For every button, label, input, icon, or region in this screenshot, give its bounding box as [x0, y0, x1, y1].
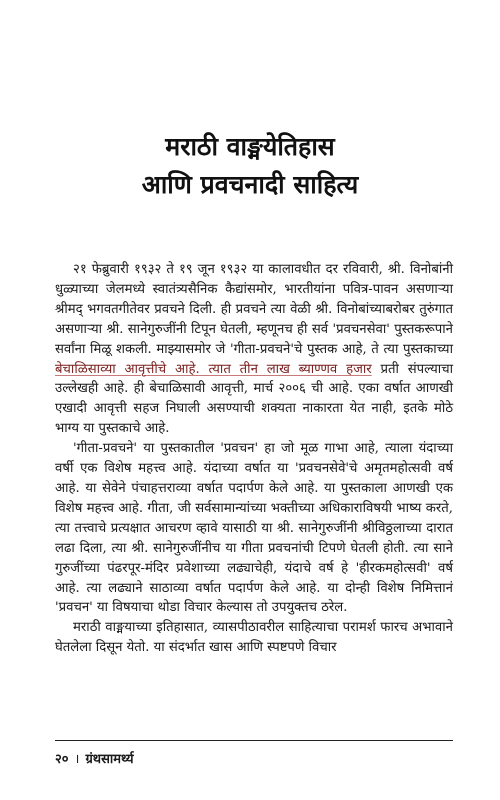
paragraph-3: मराठी वाङ्मयाच्या इतिहासात, व्यासपीठावरील साहित्याचा परामर्श फारच अभावाने घेतलेला दिसून येतो. या संदर्भात खास आणि स्पष्टपणे विचार: [55, 620, 453, 656]
paragraph-2: 'गीता-प्रवचने' या पुस्तकातील 'प्रवचन' हा जो मूळ गाभा आहे, त्याला यंदाच्या वर्षी एक विशेष महत्त्व आहे. यंदाच्या वर्षात या 'प्रवचनसेवे'चे अमृतमहोत्सवी वर्ष आहे. या सेवेने पंचाहत्तराव्या वर्षात पदार्पण केले आहे. या पुस्तकाला आणखी एक विशेष महत्त्व आहे. गीता, जी सर्वसामान्यांच्या भक्तीच्या अधिकाराविषयी भाष्य करते, त्या तत्त्वाचे प्रत्यक्षात आचरण व्हावे यासाठी या श्री. सानेगुरुजींनी श्रीविठ्ठलाच्या दारात लढा दिला, त्या श्री. सानेगुरुजींनीच या गीता प्रवचनांची टिपणे घेतली होती. त्या साने गुरुजींच्या पंढरपूर-मंदिर प्रवेशाच्या लढ्याचेही, यंदाचे वर्ष हे 'हीरकमहोत्सवी' वर्ष आहे. त्या लढ्याने साठाव्या वर्षात पदार्पण केले आहे. या दोन्ही विशेष निमित्तानं 'प्रवचन' या विषयाचा थोडा विचार केल्यास तो उपयुक्तच ठरेल.: [55, 441, 453, 616]
paragraph-1-text-start: २१ फेब्रुवारी १९३२ ते १९ जून १९३२ या कालावधीत दर रविवारी, श्री. विनोबांनी धुळ्याच्या जेलमध्ये स्वातंत्र्यसैनिक कैद्यांसमोर, भारतीयांना पवित्र-पावन असणाऱ्या श्रीमद् भगवतगीतेवर प्रवचने दिली. ही प्रवचने त्या वेळी श्री. विनोबांच्याबरोबर तुरुंगात असणाऱ्या श्री. सानेगुरुजींनी टिपून घेतली, म्हणूनच ही सर्व 'प्रवचनसेवा' पुस्तकरूपाने सर्वांना मिळू शकली. माझ्यासमोर जे 'गीता-प्रवचने'चे पुस्तक आहे, ते त्या पुस्तकाच्या: [55, 262, 453, 357]
paragraph-1: [55, 260, 453, 439]
chapter-title: [0, 128, 500, 204]
paragraph-1-text-end: प्रती संपल्याचा उल्लेखही आहे. ही बेचाळिसावी आवृत्ती, मार्च २००६ ची आहे. एका वर्षात आणखी एखादी आवृत्ती सहज निघाली असण्याची शक्यता नाकारता येत नाही, इतके मोठे भाग्य या पुस्तकाचे आहे.: [55, 361, 453, 437]
page-number: २०: [55, 752, 69, 767]
footer-separator: ।: [74, 752, 80, 767]
highlighted-text: बेचाळिसाव्या आवृत्तीचे आहे. त्यात तीन लाख ब्याण्णव हजार: [55, 361, 372, 377]
chapter-title-line-2: आणि प्रवचनादी साहित्य: [141, 170, 359, 199]
chapter-title-line-1: मराठी वाङ्मयेतिहास: [165, 132, 335, 161]
body-text: [55, 260, 453, 658]
book-title: ग्रंथसामर्थ्य: [85, 752, 134, 767]
page-footer: [55, 740, 453, 767]
